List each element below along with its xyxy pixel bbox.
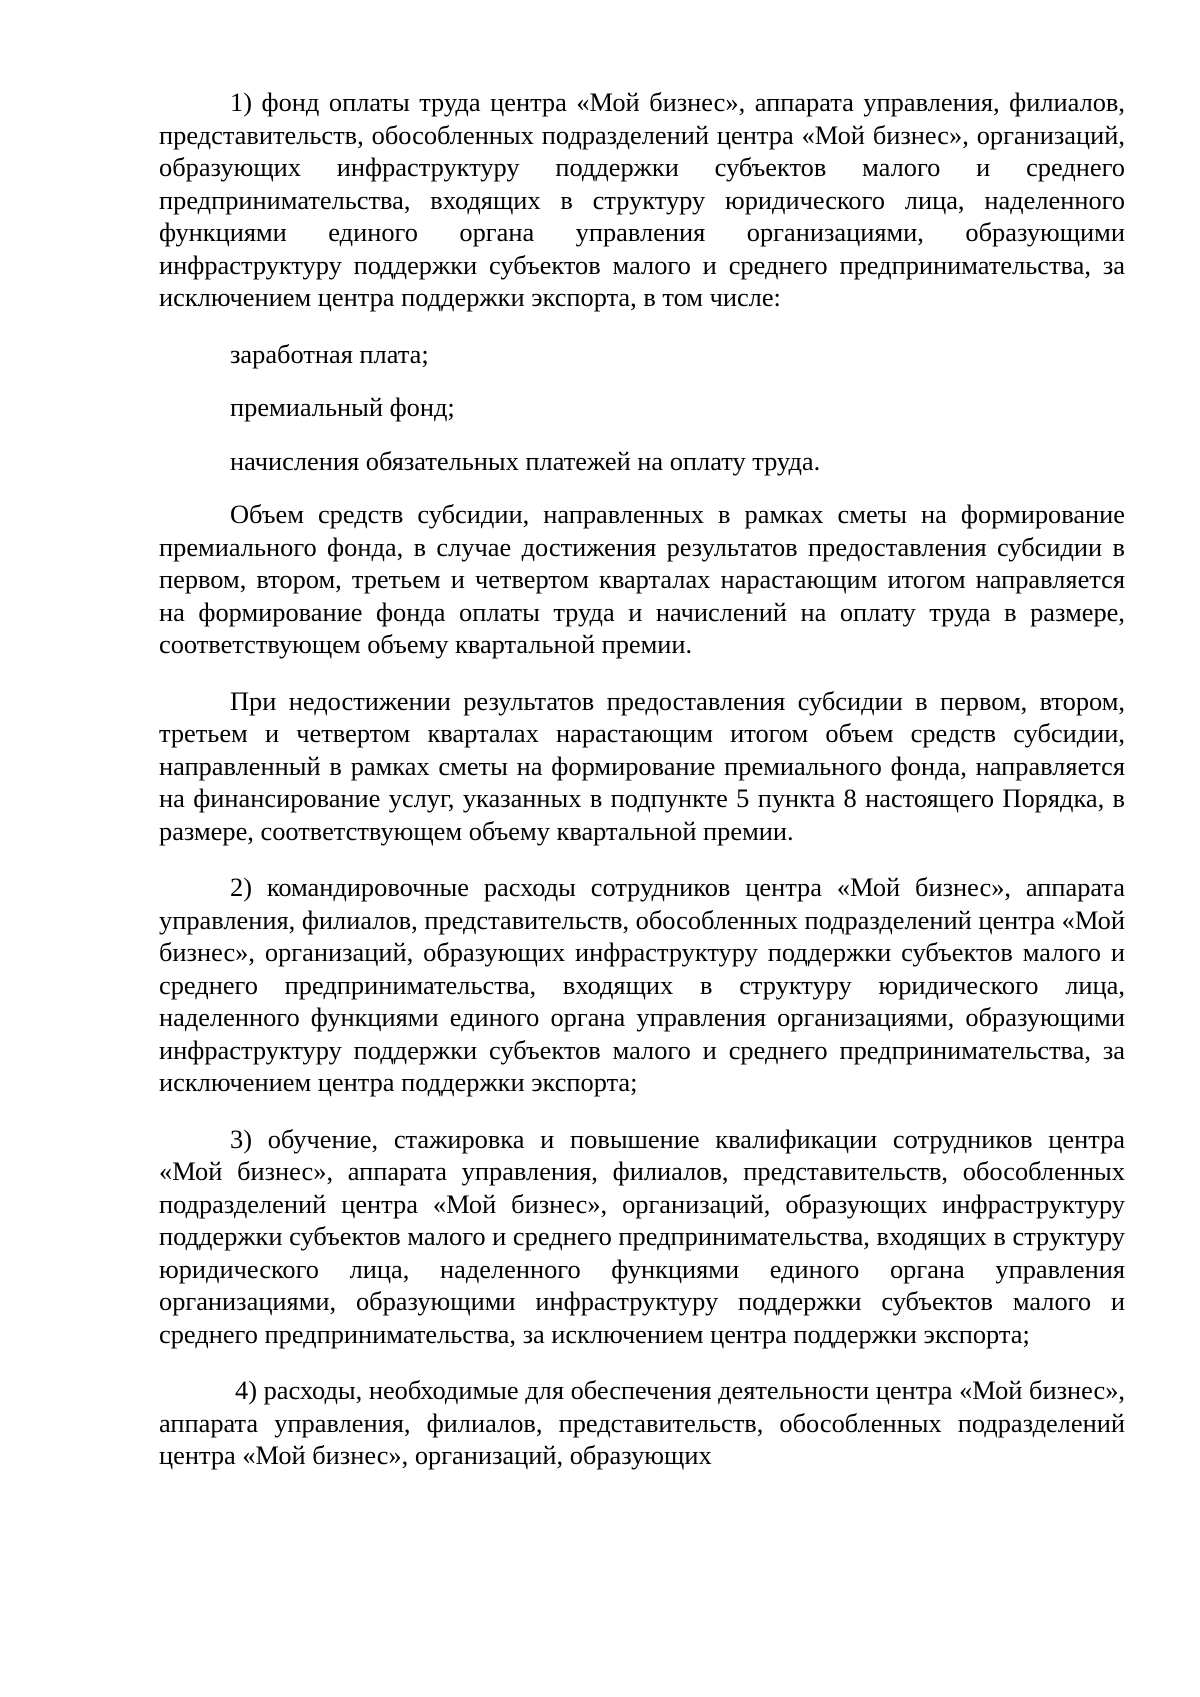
paragraph-item-1-payroll-fund: 1) фонд оплаты труда центра «Мой бизнес», аппарата управления, филиалов, представительств, обособленных подразделений центра «Мой бизнес», организаций, образующих инфраструктуру поддержки субъектов малого и среднего предпринимательства, входящих в структуру юридического лица, наделенного функциями единого органа управления организациями, образующими инфраструктуру поддержки субъектов малого и среднего предпринимательства, за исключением центра поддержки экспорта, в том числе:	[159, 87, 1125, 312]
paragraph-subsidy-non-achievement: При недостижении результатов предоставления субсидии в первом, втором, третьем и четвертом кварталах нарастающим итогом объем средств субсидии, направленный в рамках сметы на формирование премиального фонда, направляется на финансирование услуг, указанных в подпункте 5 пункта 8 настоящего Порядка, в размере, соответствующем объему квартальной премии.	[159, 685, 1125, 846]
document-page	[159, 86, 1125, 1496]
list-item-mandatory-payments: начисления обязательных платежей на оплату труда.	[230, 445, 821, 476]
paragraph-item-3-training: 3) обучение, стажировка и повышение квалификации сотрудников центра «Мой бизнес», аппарата управления, филиалов, представительств, обособленных подразделений центра «Мой бизнес», организаций, образующих инфраструктуру поддержки субъектов малого и среднего предпринимательства, входящих в структуру юридического лица, наделенного функциями единого органа управления организациями, образующими инфраструктуру поддержки субъектов малого и среднего предпринимательства, за исключением центра поддержки экспорта;	[159, 1123, 1125, 1349]
paragraph-subsidy-achievement: Объем средств субсидии, направленных в рамках сметы на формирование премиального фонда, в случае достижения результатов предоставления субсидии в первом, втором, третьем и четвертом кварталах нарастающим итогом направляется на формирование фонда оплаты труда и начислений на оплату труда в размере, соответствующем объему квартальной премии.	[159, 499, 1125, 659]
list-item-salary: заработная плата;	[230, 338, 429, 369]
list-item-bonus-fund: премиальный фонд;	[230, 392, 455, 422]
paragraph-item-2-travel-expenses: 2) командировочные расходы сотрудников центра «Мой бизнес», аппарата управления, филиалов, представительств, обособленных подразделений центра «Мой бизнес», организаций, образующих инфраструктуру поддержки субъектов малого и среднего предпринимательства, входящих в структуру юридического лица, наделенного функциями единого органа управления организациями, образующими инфраструктуру поддержки субъектов малого и среднего предпринимательства, за исключением центра поддержки экспорта;	[159, 872, 1125, 1097]
paragraph-item-4-operating-expenses: 4) расходы, необходимые для обеспечения деятельности центра «Мой бизнес», аппарата управления, филиалов, представительств, обособленных подразделений центра «Мой бизнес», организаций, образующих	[159, 1375, 1125, 1470]
